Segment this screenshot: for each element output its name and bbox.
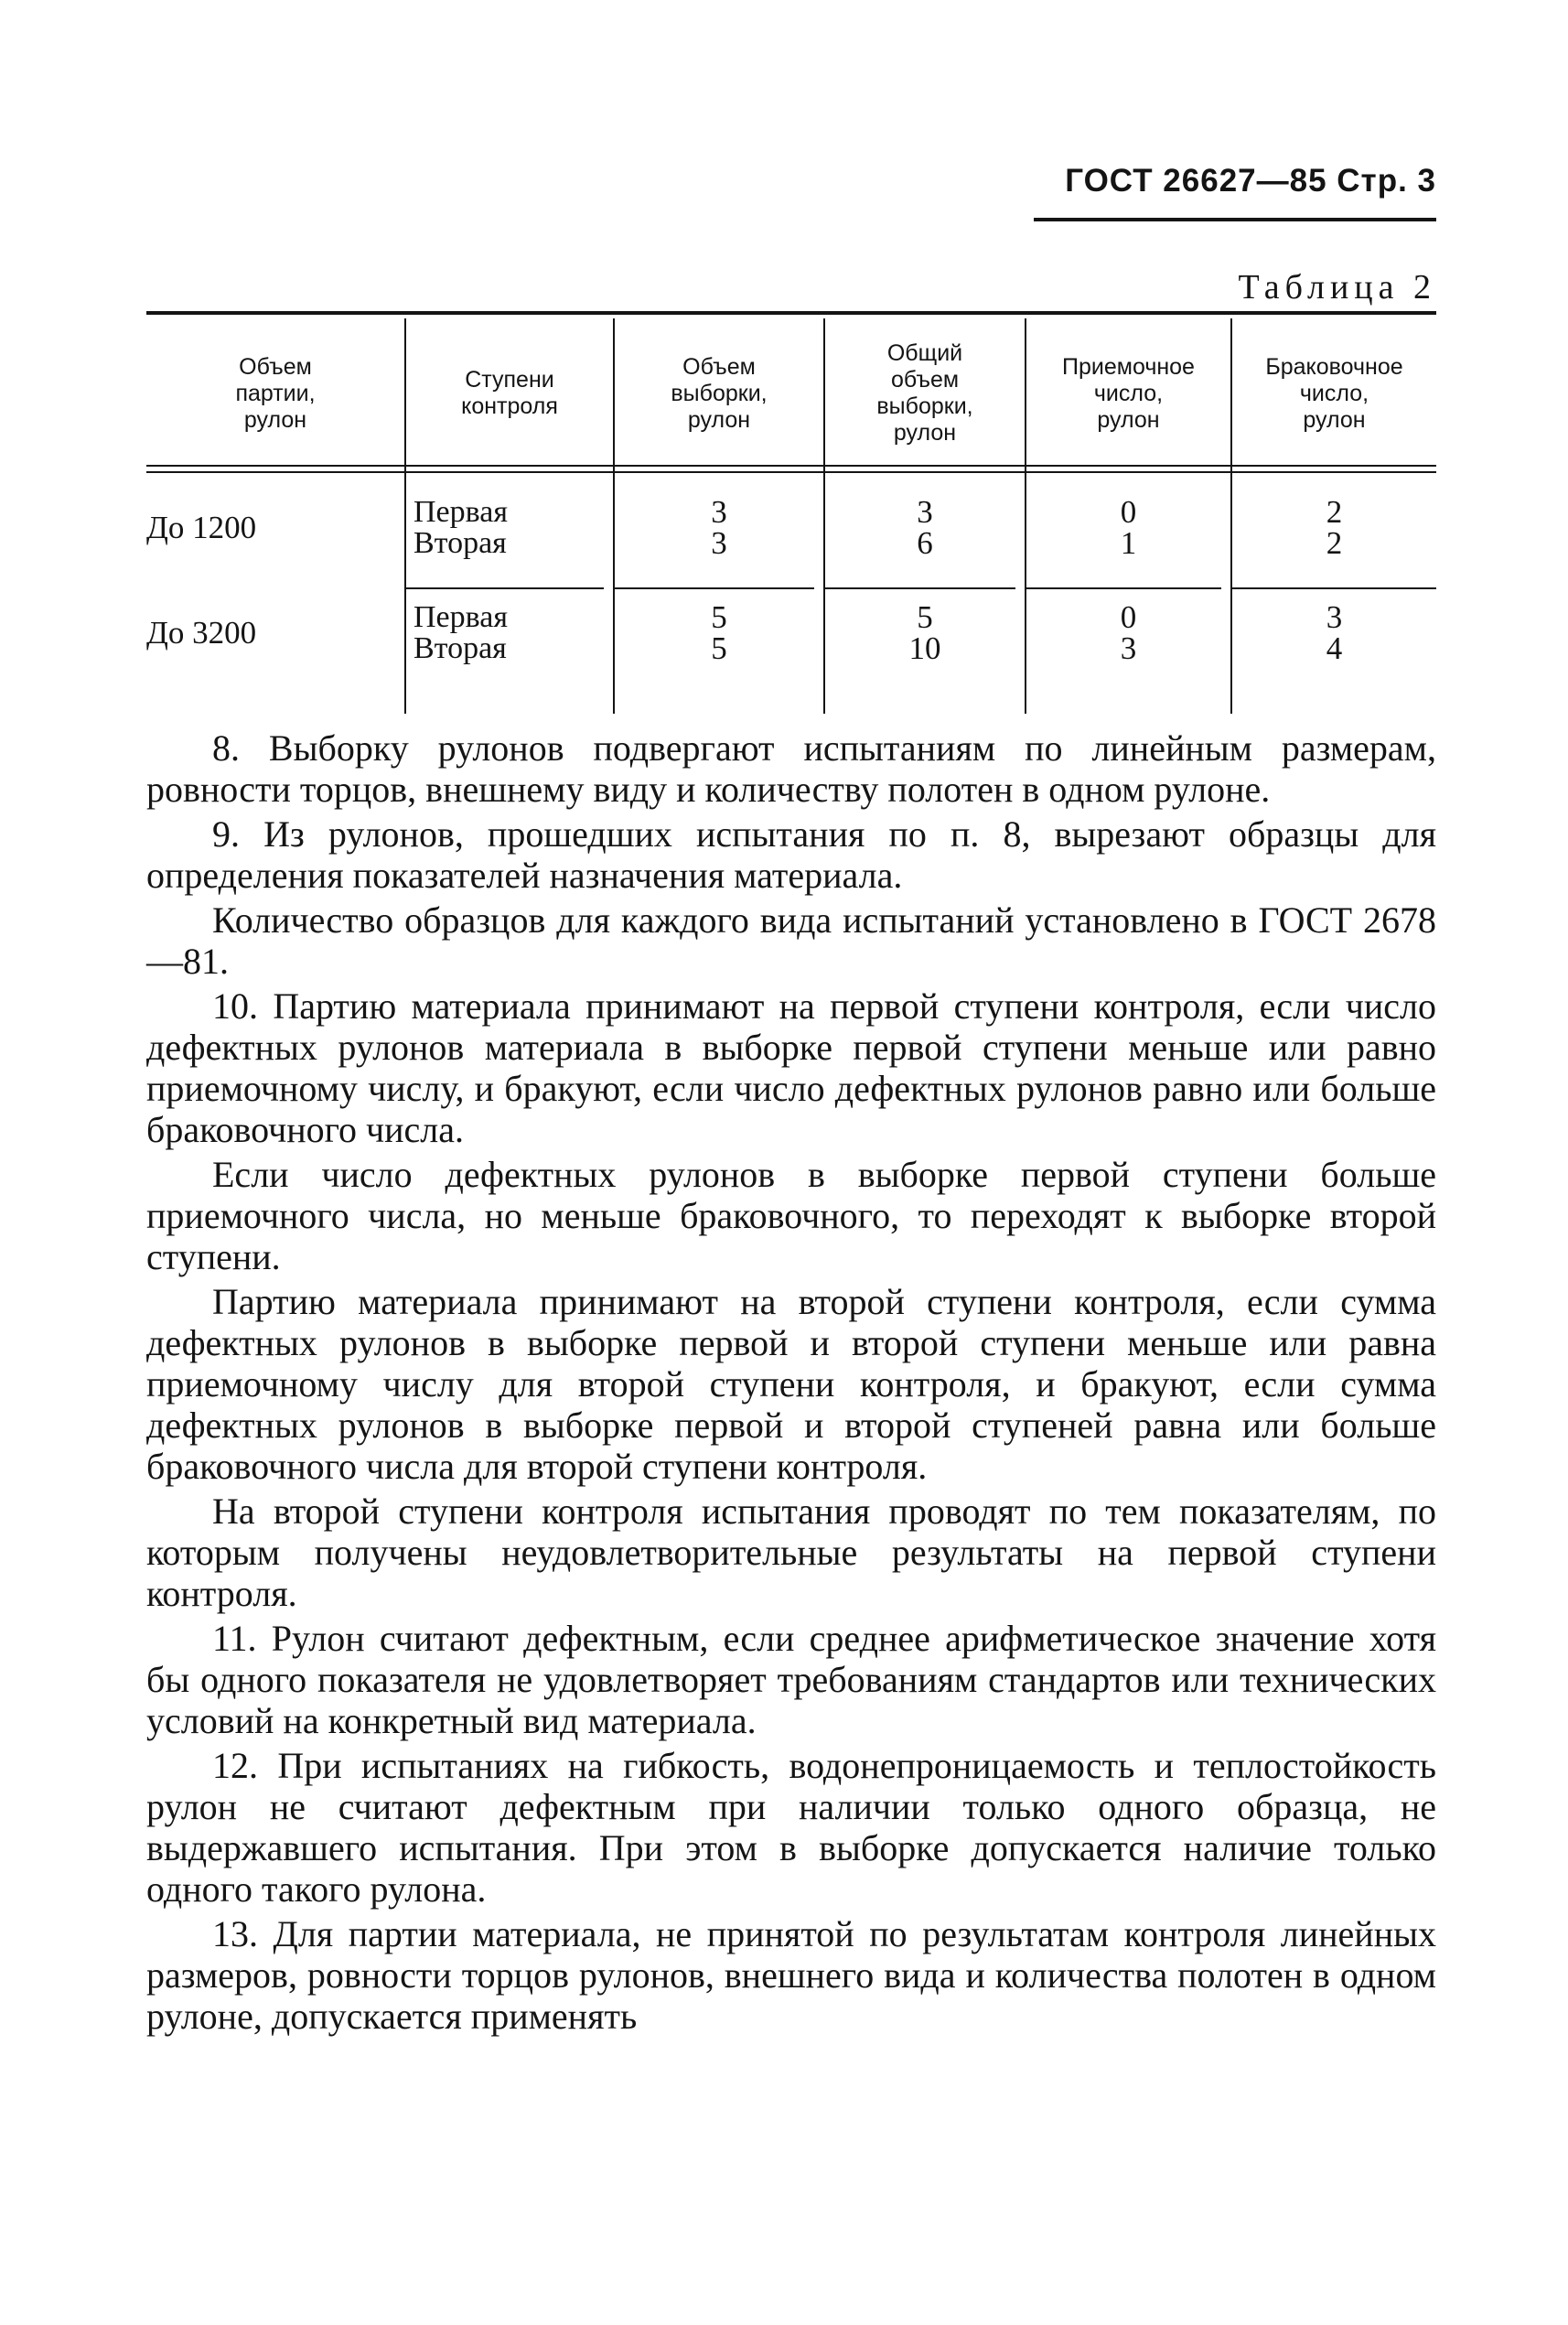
paragraph-second-stage-accept: Партию материала принимают на второй ступени контроля, если сумма дефектных рулонов в выборке первой и второй ступени меньше или равна приемочному числу для второй ступени контроля, и бракуют, если сумма дефектных рулонов в выборке первой и второй ступеней равна или больше браковочного числа для второй ступени контроля. (146, 1281, 1436, 1487)
paragraph-second-stage-tests: На второй ступени контроля испытания проводят по тем показателям, по которым получены неудовлетворительные результаты на первой ступени контроля. (146, 1491, 1436, 1614)
table-row-lot: До 1200 (146, 510, 257, 545)
table-row-stages: Первая Вторая (413, 495, 508, 560)
page-header: ГОСТ 26627—85 Стр. 3 (1065, 163, 1436, 199)
table-row-sample: 5 5 (711, 599, 727, 666)
paragraph-sample-count: Количество образцов для каждого вида испытаний установлено в ГОСТ 2678—81. (146, 899, 1436, 982)
body-text (146, 727, 1436, 2040)
paragraph-item-13: 13. Для партии материала, не принятой по результатам контроля линейных размеров, ровности торцов рулонов, внешнего вида и количества полотен в одном рулоне, допускается применять (146, 1913, 1436, 2037)
row-separator (825, 587, 1015, 589)
paragraph-item-8: 8. Выборку рулонов подвергают испытаниям по линейным размерам, ровности торцов, внешнему виду и количеству полотен в одном рулоне. (146, 727, 1436, 810)
table-top-rule (146, 311, 1436, 315)
table-row-sample: 3 3 (711, 494, 727, 561)
row-separator (1026, 587, 1221, 589)
header-rule (1034, 218, 1436, 221)
data-table (146, 311, 1436, 714)
table-caption: Таблица 2 (1238, 268, 1436, 307)
paragraph-item-11: 11. Рулон считают дефектным, если среднее арифметическое значение хотя бы одного показателя не удовлетворяет требованиям стандартов или технических условий на конкретный вид материала. (146, 1618, 1436, 1741)
table-row-total: 5 10 (908, 599, 941, 666)
table-row-lot: До 3200 (146, 615, 257, 651)
column-header-total-sample: Общий объем выборки, рулон (876, 340, 973, 446)
column-header-stages: Ступени контроля (461, 367, 558, 419)
header-bottom-rule (146, 465, 1436, 467)
paragraph-item-9: 9. Из рулонов, прошедших испытания по п. 8, вырезают образцы для определения показателей назначения материала. (146, 813, 1436, 896)
table-row-accept: 0 3 (1120, 599, 1137, 666)
table-row-accept: 0 1 (1120, 494, 1137, 561)
row-separator (615, 587, 814, 589)
column-header-lot-size: Объем партии, рулон (235, 353, 316, 433)
paragraph-transition: Если число дефектных рулонов в выборке первой ступени больше приемочного числа, но меньше браковочного, то переходят к выборке второй ступени. (146, 1154, 1436, 1277)
paragraph-item-12: 12. При испытаниях на гибкость, водонепроницаемость и теплостойкость рулон не считают дефектным при наличии только одного образца, не выдержавшего испытания. При этом в выборке допускается наличие только одного такого рулона. (146, 1745, 1436, 1910)
header-bottom-rule-2 (146, 471, 1436, 473)
row-separator (1232, 587, 1436, 589)
table-row-total: 3 6 (917, 494, 933, 561)
column-header-reject-number: Браковочное число, рулон (1265, 353, 1403, 433)
column-header-sample-size: Объем выборки, рулон (671, 353, 768, 433)
table-row-reject: 3 4 (1326, 599, 1343, 666)
table-row-reject: 2 2 (1326, 494, 1343, 561)
column-header-accept-number: Приемочное число, рулон (1062, 353, 1195, 433)
paragraph-item-10: 10. Партию материала принимают на первой ступени контроля, если число дефектных рулонов материала в выборке первой ступени меньше или равно приемочному числу, и бракуют, если число дефектных рулонов равно или больше браковочного числа. (146, 985, 1436, 1150)
row-separator (406, 587, 604, 589)
table-row-stages: Первая Вторая (413, 600, 508, 665)
